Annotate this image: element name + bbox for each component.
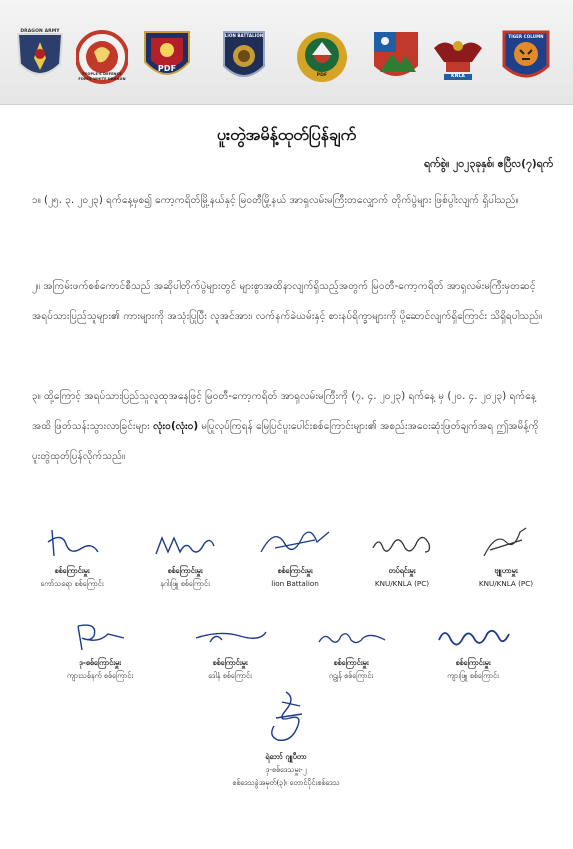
handwritten-signature bbox=[190, 620, 270, 654]
handwritten-signature bbox=[256, 688, 316, 748]
tiger-column-logo: TIGER COLUMN bbox=[500, 28, 552, 86]
paragraph-3-emphasis: လုံး၀(လုံး၀) bbox=[153, 421, 199, 432]
signatory-role: စစ်ကြောင်းမှူး bbox=[54, 566, 90, 575]
signature-block bbox=[418, 620, 528, 682]
signatory-unit: KNU/KNLA (PC) bbox=[374, 579, 430, 588]
handwritten-signature bbox=[42, 522, 102, 562]
signatory-unit: စစ်ဒေသခွဲအမှတ်(၃)၊ တောင်ပိုင်းစစ်ဒေသ bbox=[232, 778, 340, 787]
signatory-unit: ကျားသစ်နက် စစ်ကြောင်း bbox=[66, 671, 134, 680]
signature-block bbox=[456, 522, 556, 590]
signatory-unit: ကျားဖြူ စစ်ကြောင်း bbox=[447, 671, 499, 680]
handwritten-signature bbox=[255, 522, 335, 562]
signatory-unit: ဒေါနံ စစ်ကြောင်း bbox=[208, 671, 252, 680]
handwritten-signature bbox=[68, 620, 132, 654]
white-dragon-pdf-logo: PEOPLE'S DEFENCE FORCE WHITE DRAGON bbox=[76, 28, 128, 86]
handwritten-signature bbox=[311, 620, 391, 654]
pdf-logo: PDF bbox=[141, 28, 193, 86]
handwritten-signature bbox=[150, 522, 220, 562]
paragraph-3 bbox=[32, 382, 548, 472]
handwritten-signature bbox=[433, 620, 513, 654]
document-title: ပူးတွဲအမိန့်ထုတ်ပြန်ချက် bbox=[216, 125, 357, 144]
signatory-role: စစ်ကြောင်းမှူး bbox=[212, 658, 248, 667]
final-signature-block bbox=[186, 688, 386, 789]
knu-knla-logo bbox=[370, 28, 422, 86]
signatory-role: စစ်ကြောင်းမှူး bbox=[455, 658, 491, 667]
signature-block bbox=[130, 522, 240, 590]
signatory-name: ရဲဘော် ဂျူပီတာ bbox=[265, 752, 307, 761]
paragraph-3-part-2: မပြုလုပ်ကြရန် မြေပြင်ပူးပေါင်းစစ်ကြောင်းများ၏ အစည်းအဝေးဆုံးဖြတ်ချက်အရ ဤအမိန့်ကို ပူးတွဲထုတ်ပြန်လိုက်သည်။ bbox=[32, 421, 539, 462]
document-date: ရက်စွဲ။ ၂၀၂၃ခုနှစ်၊ ဧပြီလ(၇)ရက် bbox=[423, 158, 553, 170]
signatory-unit: ကော်သရော စစ်ကြောင်း bbox=[40, 579, 104, 588]
signatory-role: ဒု-စစ်ကြောင်းမှူး bbox=[79, 658, 121, 667]
signatory-unit: နဂါးဖြူ စစ်ကြောင်း bbox=[160, 579, 210, 588]
signature-block bbox=[296, 620, 406, 682]
knu-eagle-logo: KNLA bbox=[432, 28, 484, 86]
handwritten-signature bbox=[476, 522, 536, 562]
pdf-patriot-logo: PDF bbox=[296, 28, 348, 86]
paragraph-1: ၁။ (၂၅. ၃. ၂၀၂၃) ရက်နေ့မှစ၍ ကော့ကရိတ်မြို့နယ်နှင့် မြဝတီမြို့နယ် အာရှလမ်းမကြီးတလျှောက် တိုက်ပွဲများ ဖြစ်ပွါးလျက် ရှိပါသည်။ bbox=[32, 195, 519, 206]
signatory-unit: lion Battalion bbox=[271, 579, 319, 588]
signatory-role: စစ်ကြောင်းမှူး bbox=[167, 566, 203, 575]
signatory-unit: ဂဠုန် စစ်ကြောင်း bbox=[328, 671, 374, 680]
paragraph-3-part-1: ၃။ ထို့ကြောင့် အရပ်သားပြည်သူလူထုအနေဖြင့် မြဝတီ-ကော့ကရိတ် အာရှလမ်းမကြီးကို (၇. ၄. ၂၀၂၃) ရက်နေ့ မှ (၂၀. ၄. ၂၀၂၃) ရက်နေ့အထိ ဖြတ်သန်းသွားလာခြင်းများ bbox=[32, 391, 537, 432]
signatory-role: စစ်ကြောင်းမှူး bbox=[277, 566, 313, 575]
paragraph-2: ၂။ အကြမ်းဖက်စစ်ကောင်စီသည် အဆိုပါတိုက်ပွဲများတွင် များစွာအထိနာလျက်ရှိသည့်အတွက် မြဝတီ-ကော့ကရိတ် အာရှလမ်းမကြီးမှတဆင့် အရပ်သားပြည်သူများ၏ ကားများကို အသုံးပြုပြီး လူအင်အား၊ လက်နက်ခဲယမ်းနှင့် စားနပ်ရိက္ခာများကို ပို့ဆောင်လျက်ရှိကြောင်း သိရှိရပါသည်။ bbox=[32, 281, 543, 322]
signatory-role: ဒု-စစ်ဒေသမှူး-၂ bbox=[265, 765, 307, 774]
signature-block bbox=[45, 620, 155, 682]
signature-block bbox=[240, 522, 350, 590]
signature-block bbox=[352, 522, 452, 590]
signatory-role: ဗျူဟာမှူး bbox=[494, 566, 518, 575]
handwritten-signature bbox=[367, 522, 437, 562]
signature-block bbox=[22, 522, 122, 590]
lion-battalion-logo: LION BATTALION bbox=[218, 28, 270, 86]
logo-strip bbox=[0, 0, 573, 105]
dragon-army-logo: DRAGON ARMY bbox=[14, 28, 66, 86]
signature-block bbox=[175, 620, 285, 682]
signatory-unit: KNU/KNLA (PC) bbox=[478, 579, 534, 588]
signatory-role: စစ်ကြောင်းမှူး bbox=[333, 658, 369, 667]
signatory-role: တပ်ရင်းမှူး bbox=[388, 566, 416, 575]
